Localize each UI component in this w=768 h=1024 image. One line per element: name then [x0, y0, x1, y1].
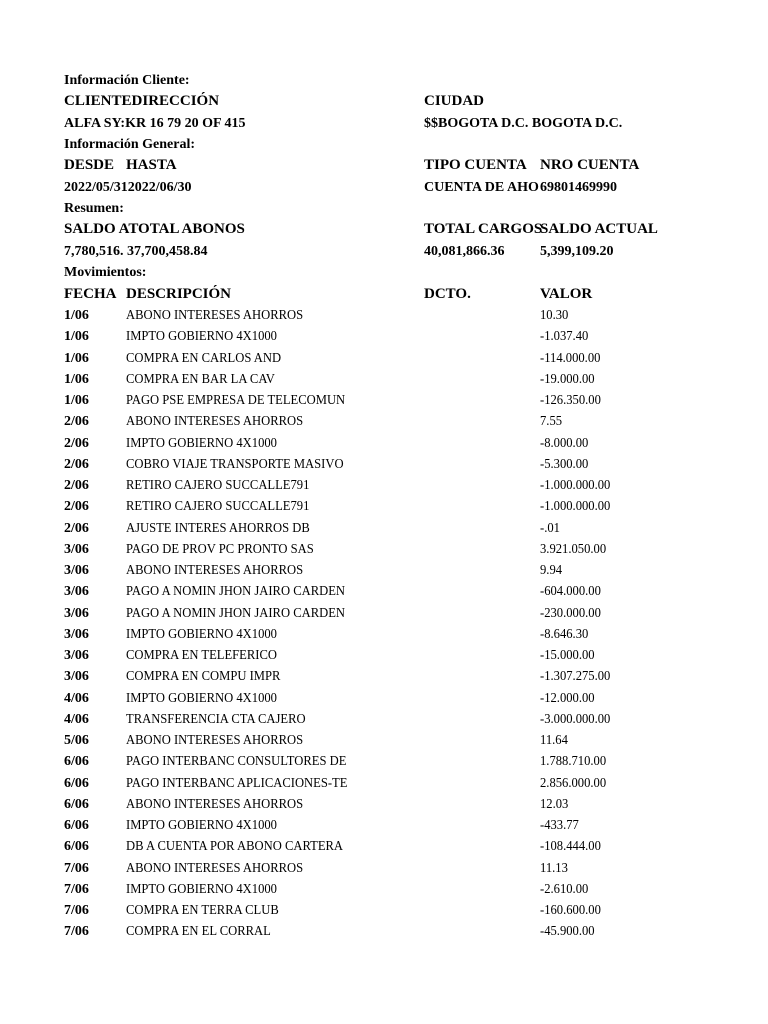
- table-row: [64, 773, 704, 794]
- row-valor: -8.646.30: [540, 626, 589, 642]
- row-descripcion: COMPRA EN EL CORRAL: [126, 924, 271, 940]
- cliente-header-row: [64, 91, 704, 112]
- nro-cuenta-value: 69801469990: [540, 180, 617, 195]
- row-descripcion: RETIRO CAJERO SUCCALLE791: [126, 499, 310, 515]
- row-descripcion: COBRO VIAJE TRANSPORTE MASIVO: [126, 456, 344, 472]
- resumen-header-row: [64, 219, 704, 240]
- row-fecha: 7/06: [64, 860, 89, 876]
- section-info-cliente: [64, 70, 704, 91]
- row-fecha: 6/06: [64, 796, 89, 812]
- saldo-actual-value: 5,399,109.20: [540, 244, 614, 259]
- section-title: Información Cliente:: [64, 73, 190, 88]
- row-descripcion: IMPTO GOBIERNO 4X1000: [126, 435, 277, 451]
- table-row: [64, 496, 704, 517]
- col-nro-cuenta: NRO CUENTA: [540, 157, 640, 173]
- table-row: [64, 518, 704, 539]
- table-row: [64, 305, 704, 326]
- row-valor: -.01: [540, 520, 560, 536]
- table-row: [64, 900, 704, 921]
- section-movimientos: [64, 262, 704, 283]
- row-fecha: 2/06: [64, 478, 89, 493]
- row-descripcion: IMPTO GOBIERNO 4X1000: [126, 329, 277, 345]
- row-valor: 12.03: [540, 796, 569, 812]
- row-descripcion: TRANSFERENCIA CTA CAJERO: [126, 711, 306, 727]
- row-descripcion: IMPTO GOBIERNO 4X1000: [126, 690, 277, 706]
- table-row: [64, 624, 704, 645]
- general-header-row: [64, 155, 704, 176]
- row-fecha: 7/06: [64, 903, 89, 918]
- row-fecha: 6/06: [64, 839, 89, 855]
- row-descripcion: AJUSTE INTERES AHORROS DB: [126, 520, 310, 536]
- table-row: [64, 433, 704, 454]
- row-fecha: 3/06: [64, 584, 89, 600]
- table-row: [64, 794, 704, 815]
- row-fecha: 6/06: [64, 775, 89, 791]
- row-descripcion: COMPRA EN TELEFERICO: [126, 648, 277, 663]
- row-valor: -5.300.00: [540, 456, 589, 472]
- total-cargos-value: 40,081,866.36: [424, 244, 505, 259]
- row-descripcion: ABONO INTERESES AHORROS: [126, 860, 304, 876]
- section-title: Movimientos:: [64, 265, 147, 280]
- col-saldo-total-abonos: SALDO ATOTAL ABONOS: [64, 221, 245, 237]
- row-valor: -2.610.00: [540, 881, 589, 897]
- row-valor: -230.000.00: [540, 605, 601, 621]
- cliente-values-row: [64, 113, 704, 134]
- table-row: [64, 475, 704, 496]
- section-info-general: [64, 134, 704, 155]
- col-desde: DESDE: [64, 157, 115, 173]
- row-descripcion: ABONO INTERESES AHORROS: [126, 563, 304, 578]
- table-row: [64, 539, 704, 560]
- col-fecha: FECHA: [64, 286, 117, 302]
- table-row: [64, 815, 704, 836]
- movimientos-header-row: [64, 284, 704, 305]
- row-valor: 9.94: [540, 563, 563, 578]
- row-valor: -1.000.000.00: [540, 499, 611, 515]
- row-descripcion: IMPTO GOBIERNO 4X1000: [126, 881, 277, 897]
- col-hasta: HASTA: [126, 157, 177, 173]
- table-row: [64, 836, 704, 857]
- row-valor: 2.856.000.00: [540, 775, 607, 791]
- row-fecha: 5/06: [64, 733, 89, 748]
- row-descripcion: ABONO INTERESES AHORROS: [126, 733, 304, 748]
- row-valor: -8.000.00: [540, 435, 589, 451]
- table-row: [64, 326, 704, 347]
- row-descripcion: COMPRA EN TERRA CLUB: [126, 903, 279, 918]
- table-row: [64, 581, 704, 602]
- row-valor: -433.77: [540, 818, 579, 833]
- row-valor: -1.307.275.00: [540, 669, 611, 685]
- row-fecha: 1/06: [64, 371, 89, 387]
- row-valor: -108.444.00: [540, 839, 601, 855]
- table-row: [64, 709, 704, 730]
- col-total-cargos: TOTAL CARGOS: [424, 221, 543, 237]
- table-row: [64, 921, 704, 942]
- table-row: [64, 369, 704, 390]
- row-fecha: 7/06: [64, 924, 89, 940]
- row-fecha: 6/06: [64, 818, 89, 833]
- row-valor: 11.64: [540, 733, 568, 748]
- row-fecha: 3/06: [64, 669, 89, 685]
- row-descripcion: PAGO A NOMIN JHON JAIRO CARDEN: [126, 584, 346, 600]
- row-fecha: 3/06: [64, 626, 89, 642]
- section-title: Información General:: [64, 137, 196, 152]
- row-descripcion: PAGO INTERBANC CONSULTORES DE: [126, 754, 347, 770]
- col-dcto: DCTO.: [424, 286, 471, 302]
- row-fecha: 2/06: [64, 456, 89, 472]
- row-fecha: 2/06: [64, 414, 89, 430]
- row-valor: -126.350.00: [540, 393, 601, 408]
- row-descripcion: PAGO A NOMIN JHON JAIRO CARDEN: [126, 605, 346, 621]
- table-row: [64, 645, 704, 666]
- table-row: [64, 666, 704, 687]
- table-row: [64, 390, 704, 411]
- table-row: [64, 560, 704, 581]
- row-fecha: 2/06: [64, 435, 89, 451]
- row-fecha: 3/06: [64, 605, 89, 621]
- row-valor: -604.000.00: [540, 584, 601, 600]
- row-fecha: 1/06: [64, 350, 89, 366]
- row-valor: -114.000.00: [540, 350, 601, 366]
- row-fecha: 6/06: [64, 754, 89, 770]
- row-fecha: 7/06: [64, 881, 89, 897]
- row-valor: 3.921.050.00: [540, 541, 607, 557]
- table-row: [64, 730, 704, 751]
- row-descripcion: RETIRO CAJERO SUCCALLE791: [126, 478, 310, 493]
- row-valor: -19.000.00: [540, 371, 595, 387]
- row-descripcion: ABONO INTERESES AHORROS: [126, 308, 304, 323]
- table-row: [64, 688, 704, 709]
- row-descripcion: IMPTO GOBIERNO 4X1000: [126, 626, 277, 642]
- col-cliente-direccion: CLIENTEDIRECCIÓN: [64, 93, 220, 109]
- row-fecha: 3/06: [64, 563, 89, 578]
- row-descripcion: COMPRA EN COMPU IMPR: [126, 669, 281, 685]
- saldo-abonos-value: 7,780,516. 37,700,458.84: [64, 244, 208, 259]
- table-row: [64, 454, 704, 475]
- row-valor: -12.000.00: [540, 690, 595, 706]
- row-valor: 11.13: [540, 860, 568, 876]
- table-row: [64, 751, 704, 772]
- row-fecha: 4/06: [64, 711, 89, 727]
- row-valor: -1.000.000.00: [540, 478, 611, 493]
- tipo-cuenta-value: CUENTA DE AHO: [424, 180, 539, 195]
- row-fecha: 1/06: [64, 308, 89, 323]
- row-valor: -1.037.40: [540, 329, 589, 345]
- row-valor: 10.30: [540, 308, 569, 323]
- table-row: [64, 411, 704, 432]
- row-descripcion: COMPRA EN CARLOS AND: [126, 350, 282, 366]
- row-descripcion: ABONO INTERESES AHORROS: [126, 796, 304, 812]
- row-valor: -3.000.000.00: [540, 711, 611, 727]
- row-fecha: 1/06: [64, 393, 89, 408]
- table-row: [64, 858, 704, 879]
- row-valor: -15.000.00: [540, 648, 595, 663]
- row-fecha: 3/06: [64, 648, 89, 663]
- general-values-row: [64, 177, 704, 198]
- row-descripcion: DB A CUENTA POR ABONO CARTERA: [126, 839, 344, 855]
- cliente-direccion-value: ALFA SY:KR 16 79 20 OF 415: [64, 116, 246, 131]
- table-row: [64, 348, 704, 369]
- section-title: Resumen:: [64, 201, 124, 216]
- section-resumen: [64, 198, 704, 219]
- row-valor: 1.788.710.00: [540, 754, 607, 770]
- col-saldo-actual: SALDO ACTUAL: [540, 221, 658, 237]
- row-fecha: 2/06: [64, 520, 89, 536]
- row-valor: 7.55: [540, 414, 563, 430]
- row-descripcion: PAGO DE PROV PC PRONTO SAS: [126, 541, 314, 557]
- ciudad-value: $$BOGOTA D.C. BOGOTA D.C.: [424, 116, 623, 131]
- row-fecha: 4/06: [64, 690, 89, 706]
- row-valor: -160.600.00: [540, 903, 601, 918]
- row-fecha: 2/06: [64, 499, 89, 515]
- table-row: [64, 879, 704, 900]
- col-ciudad: CIUDAD: [424, 93, 484, 109]
- row-fecha: 3/06: [64, 541, 89, 557]
- periodo-value: 2022/05/312022/06/30: [64, 180, 192, 195]
- row-valor: -45.900.00: [540, 924, 595, 940]
- resumen-values-row: [64, 241, 704, 262]
- row-descripcion: PAGO INTERBANC APLICACIONES-TE: [126, 775, 348, 791]
- row-fecha: 1/06: [64, 329, 89, 345]
- col-descripcion: DESCRIPCIÓN: [126, 286, 232, 302]
- row-descripcion: IMPTO GOBIERNO 4X1000: [126, 818, 277, 833]
- row-descripcion: PAGO PSE EMPRESA DE TELECOMUN: [126, 393, 346, 408]
- row-descripcion: ABONO INTERESES AHORROS: [126, 414, 304, 430]
- table-row: [64, 603, 704, 624]
- col-valor: VALOR: [540, 286, 593, 302]
- row-descripcion: COMPRA EN BAR LA CAV: [126, 371, 275, 387]
- col-tipo-cuenta: TIPO CUENTA: [424, 157, 527, 173]
